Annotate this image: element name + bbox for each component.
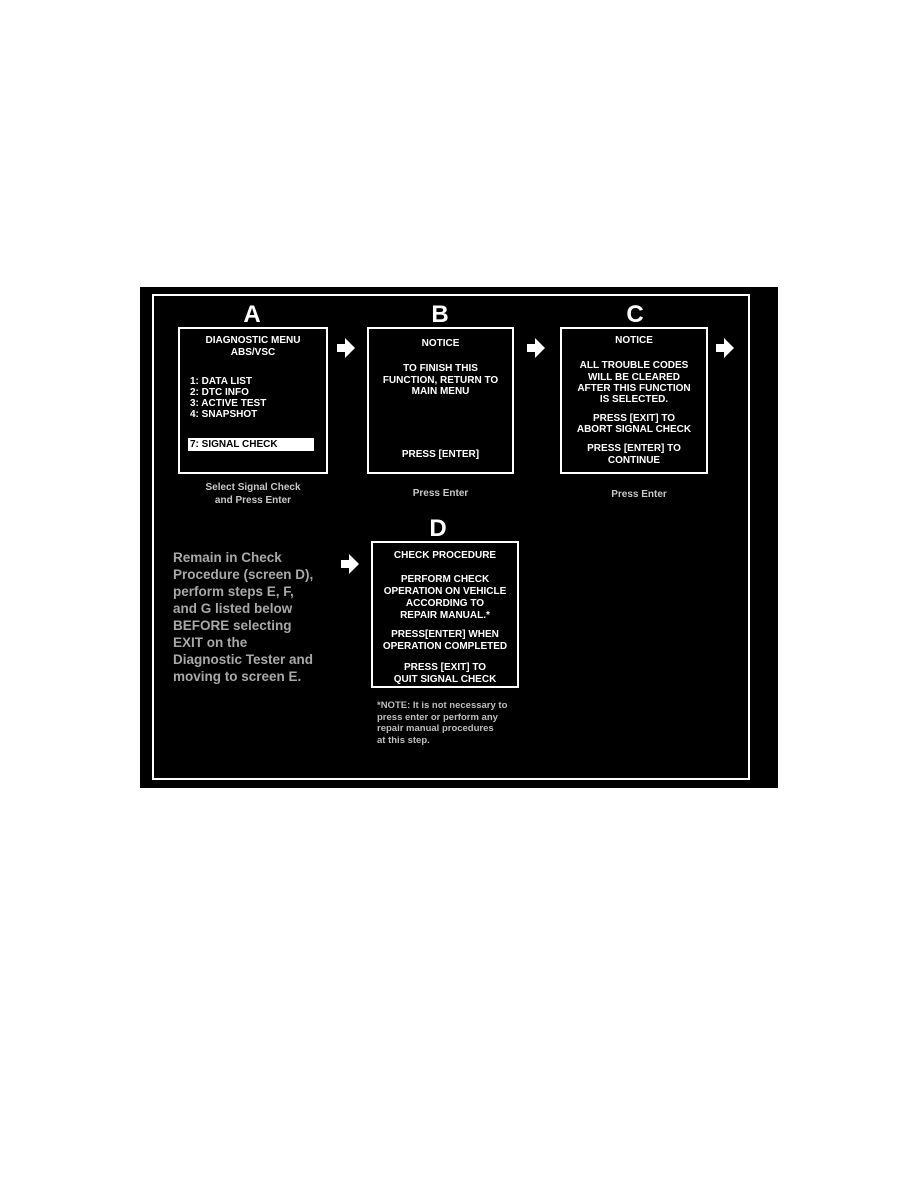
screen-d-letter: D <box>429 515 447 542</box>
diagram-panel <box>140 287 778 788</box>
arrow-right-icon <box>526 337 546 359</box>
note-line-4: at this step. <box>377 734 430 746</box>
screen-a-letter: A <box>243 301 261 328</box>
menu-item-active-test: 3: ACTIVE TEST <box>190 398 267 409</box>
note-text <box>377 700 537 746</box>
screen-a <box>178 327 328 474</box>
screen-c-line-4: IS SELECTED. <box>599 394 669 405</box>
screen-a-caption-1: Select Signal Check <box>205 482 301 493</box>
menu-item-signal-check-selected: 7: SIGNAL CHECK <box>188 438 314 451</box>
remain-line-6: EXIT on the <box>173 635 248 650</box>
screen-a-caption-2: and Press Enter <box>214 495 292 506</box>
arrow-right-icon <box>340 553 360 575</box>
screen-b-line-2: FUNCTION, RETURN TO <box>382 375 499 386</box>
screen-c <box>560 327 708 474</box>
screen-c-line-5: PRESS [EXIT] TO <box>592 413 676 424</box>
remain-line-3: perform steps E, F, <box>173 584 294 599</box>
menu-item-snapshot: 4: SNAPSHOT <box>190 409 258 420</box>
note-line-2: press enter or perform any <box>377 711 498 723</box>
screen-d-line-4: REPAIR MANUAL.* <box>400 610 490 621</box>
screen-b-line-3: MAIN MENU <box>411 386 470 397</box>
screen-d-title: CHECK PROCEDURE <box>393 550 497 561</box>
screen-d-line-6: OPERATION COMPLETED <box>382 641 508 652</box>
screen-b-caption: Press Enter <box>412 488 469 499</box>
screen-c-line-2: WILL BE CLEARED <box>587 372 681 383</box>
menu-item-data-list: 1: DATA LIST <box>190 376 253 387</box>
screen-b-press-enter: PRESS [ENTER] <box>401 449 480 460</box>
screen-d-line-8: QUIT SIGNAL CHECK <box>393 674 497 685</box>
screen-c-line-1: ALL TROUBLE CODES <box>579 360 689 371</box>
screen-c-caption: Press Enter <box>611 489 667 500</box>
arrow-right-icon <box>336 337 356 359</box>
screen-b-title: NOTICE <box>421 338 460 349</box>
screen-d-line-7: PRESS [EXIT] TO <box>403 662 487 673</box>
screen-c-title: NOTICE <box>615 335 653 346</box>
screen-c-line-7: PRESS [ENTER] TO <box>587 443 681 454</box>
screen-c-line-6: ABORT SIGNAL CHECK <box>576 424 692 435</box>
screen-d-line-5: PRESS[ENTER] WHEN <box>391 629 499 640</box>
remain-line-1: Remain in Check <box>173 550 282 565</box>
screen-d-line-2: OPERATION ON VEHICLE <box>383 586 507 597</box>
screen-b-letter: B <box>431 301 449 328</box>
remain-line-7: Diagnostic Tester and <box>173 652 314 667</box>
remain-line-8: moving to screen E. <box>173 669 302 684</box>
screen-c-line-3: AFTER THIS FUNCTION <box>577 383 691 394</box>
screen-c-letter: C <box>626 301 644 328</box>
remain-line-5: BEFORE selecting <box>173 618 292 633</box>
screen-d <box>371 541 519 688</box>
screen-a-title: DIAGNOSTIC MENU <box>205 335 301 346</box>
screen-a-subtitle: ABS/VSC <box>230 347 276 358</box>
note-line-1: *NOTE: It is not necessary to <box>377 700 508 711</box>
arrow-right-icon <box>715 337 735 359</box>
screen-d-line-3: ACCORDING TO <box>405 598 485 609</box>
remain-line-4: and G listed below <box>173 601 293 616</box>
remain-instructions <box>173 549 343 685</box>
screen-d-line-1: PERFORM CHECK <box>400 574 490 585</box>
remain-line-2: Procedure (screen D), <box>173 567 314 582</box>
note-line-3: repair manual procedures <box>377 723 494 734</box>
screen-c-line-8: CONTINUE <box>607 455 661 466</box>
menu-item-dtc-info: 2: DTC INFO <box>190 387 249 398</box>
screen-b-line-1: TO FINISH THIS <box>403 363 478 374</box>
screen-b <box>367 327 514 474</box>
